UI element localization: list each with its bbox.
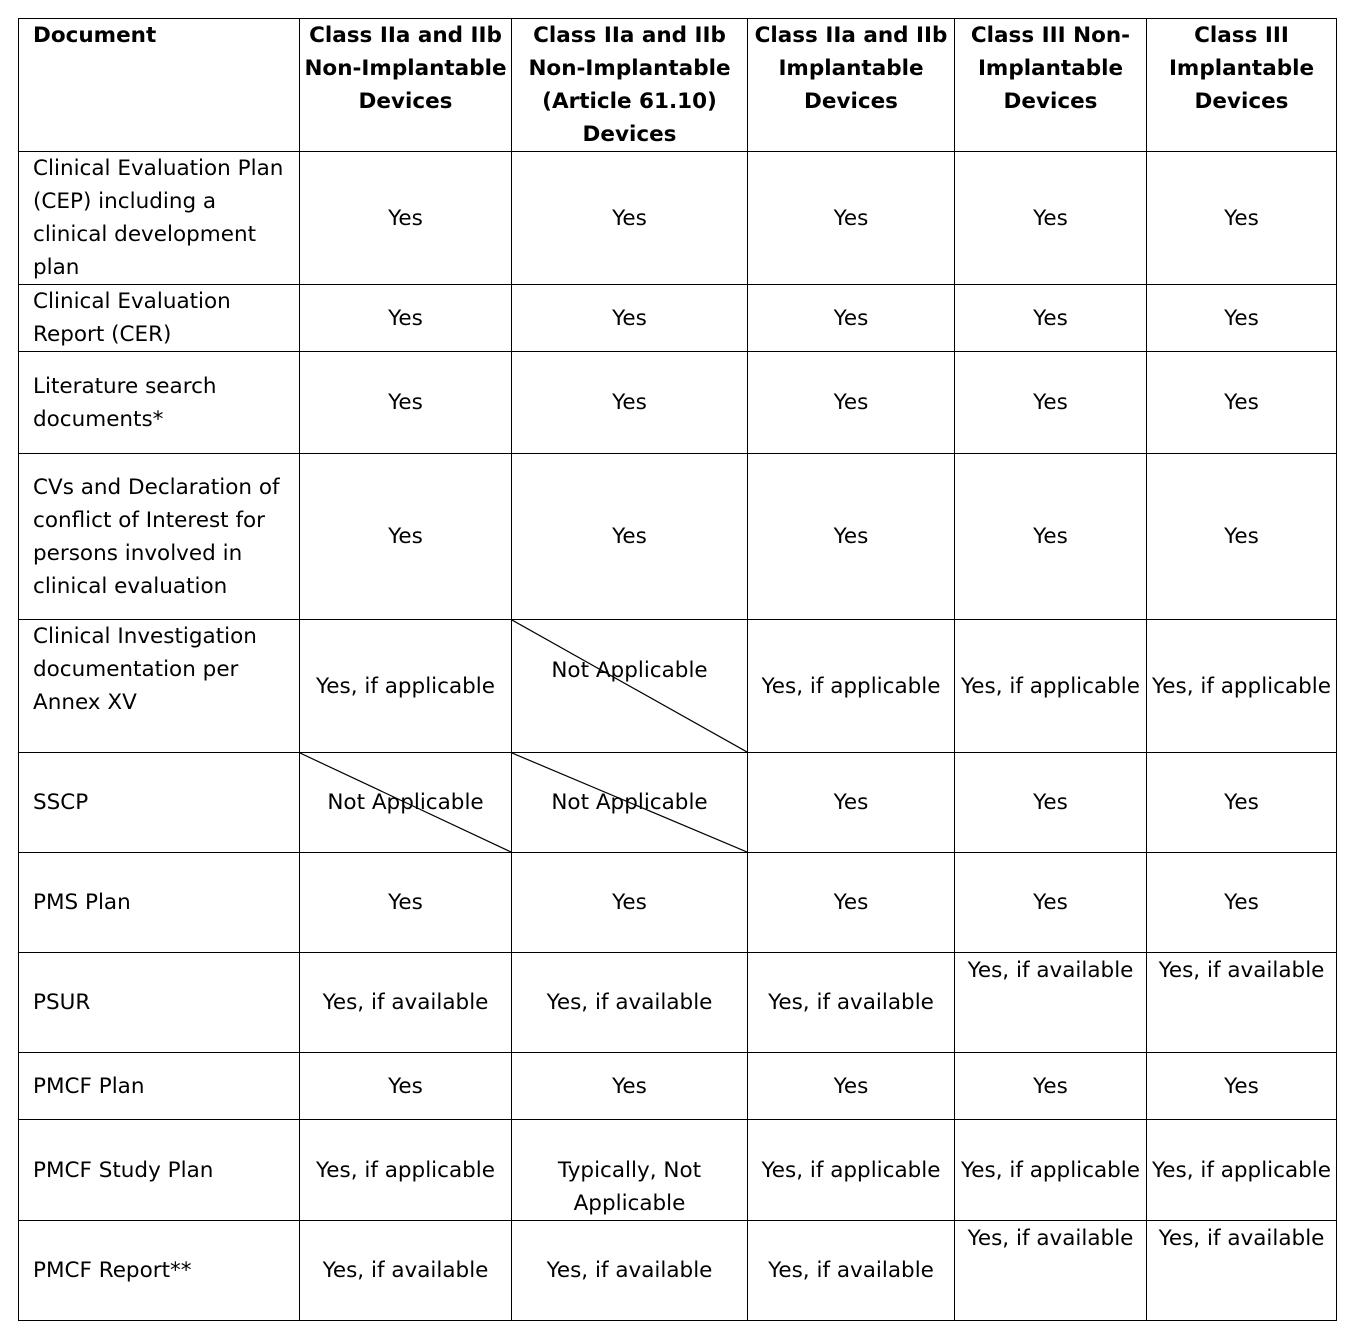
cell: Yes [512, 285, 748, 352]
header-class-iia-iib-non-implantable: Class IIa and IIb Non-Implantable Devices [300, 19, 512, 152]
cell: Yes, if applicable [748, 1120, 955, 1221]
row-document: PMCF Study Plan [19, 1120, 300, 1221]
header-class-iii-non-implantable: Class III Non-Implantable Devices [955, 19, 1147, 152]
cell: Yes [955, 152, 1147, 285]
row-document: Clinical Evaluation Plan (CEP) including a clinical development plan [19, 152, 300, 285]
cell: Yes, if available [300, 1221, 512, 1321]
cell: Yes [1147, 1053, 1337, 1120]
table-row [19, 1120, 1337, 1221]
row-document: PMCF Report** [19, 1221, 300, 1321]
cell: Yes, if applicable [748, 620, 955, 753]
row-document: Clinical Investigation documentation per Annex XV [19, 620, 300, 753]
cell-text: Not Applicable [327, 790, 484, 815]
cell: Yes [512, 352, 748, 454]
cell: Yes, if applicable [955, 1120, 1147, 1221]
cell: Yes [748, 1053, 955, 1120]
cell: Yes, if available [748, 1221, 955, 1321]
cell: Yes [955, 454, 1147, 620]
table-row [19, 454, 1337, 620]
header-row [19, 19, 1337, 152]
cell: Yes [955, 1053, 1147, 1120]
cell-text: Not Applicable [551, 790, 708, 815]
cell: Yes [748, 285, 955, 352]
table-row [19, 285, 1337, 352]
cell: Yes, if available [300, 953, 512, 1053]
cell: Yes [512, 1053, 748, 1120]
cell: Yes [1147, 454, 1337, 620]
cell: Yes [300, 352, 512, 454]
cell: Yes [748, 352, 955, 454]
cell: Yes [300, 454, 512, 620]
cell-not-applicable [512, 753, 748, 853]
cell: Yes [748, 853, 955, 953]
cell: Yes, if available [1147, 1221, 1337, 1321]
cell: Yes [955, 853, 1147, 953]
table-row [19, 152, 1337, 285]
document-requirements-table [18, 18, 1337, 1321]
cell: Yes, if available [955, 1221, 1147, 1321]
cell: Yes, if applicable [1147, 1120, 1337, 1221]
table-row [19, 1221, 1337, 1321]
table-row [19, 1053, 1337, 1120]
table-row [19, 753, 1337, 853]
row-document: PMS Plan [19, 853, 300, 953]
cell: Yes [955, 285, 1147, 352]
cell: Yes [300, 1053, 512, 1120]
cell: Yes [300, 853, 512, 953]
header-class-iia-iib-implantable: Class IIa and IIb Implantable Devices [748, 19, 955, 152]
cell: Yes [955, 753, 1147, 853]
cell: Yes [300, 152, 512, 285]
cell: Yes, if applicable [955, 620, 1147, 753]
cell: Yes [512, 454, 748, 620]
cell: Yes, if available [512, 1221, 748, 1321]
header-class-iia-iib-non-implantable-art61: Class IIa and IIb Non-Implantable (Article 61.10) Devices [512, 19, 748, 152]
cell: Yes [1147, 753, 1337, 853]
table-row [19, 352, 1337, 454]
header-class-iii-implantable: Class III Implantable Devices [1147, 19, 1337, 152]
cell: Yes [512, 853, 748, 953]
table-row [19, 853, 1337, 953]
row-document: CVs and Declaration of conflict of Interest for persons involved in clinical evaluation [19, 454, 300, 620]
cell-not-applicable [300, 753, 512, 853]
table-row [19, 620, 1337, 753]
cell: Yes [748, 454, 955, 620]
cell: Yes, if applicable [300, 620, 512, 753]
cell: Yes [748, 753, 955, 853]
cell: Yes [1147, 152, 1337, 285]
row-document: Clinical Evaluation Report (CER) [19, 285, 300, 352]
cell: Yes [748, 152, 955, 285]
row-document: PSUR [19, 953, 300, 1053]
cell: Yes, if applicable [1147, 620, 1337, 753]
row-document: SSCP [19, 753, 300, 853]
cell: Yes [955, 352, 1147, 454]
cell: Yes, if applicable [300, 1120, 512, 1221]
cell: Yes [1147, 853, 1337, 953]
cell: Yes, if available [748, 953, 955, 1053]
cell: Typically, Not Applicable [512, 1120, 748, 1221]
cell: Yes, if available [1147, 953, 1337, 1053]
cell-not-applicable [512, 620, 748, 753]
cell: Yes [512, 152, 748, 285]
table-row [19, 953, 1337, 1053]
cell-text: Not Applicable [551, 657, 708, 683]
row-document: PMCF Plan [19, 1053, 300, 1120]
cell: Yes [300, 285, 512, 352]
cell: Yes [1147, 285, 1337, 352]
cell: Yes, if available [512, 953, 748, 1053]
row-document: Literature search documents* [19, 352, 300, 454]
cell: Yes [1147, 352, 1337, 454]
header-document: Document [19, 19, 300, 152]
cell: Yes, if available [955, 953, 1147, 1053]
